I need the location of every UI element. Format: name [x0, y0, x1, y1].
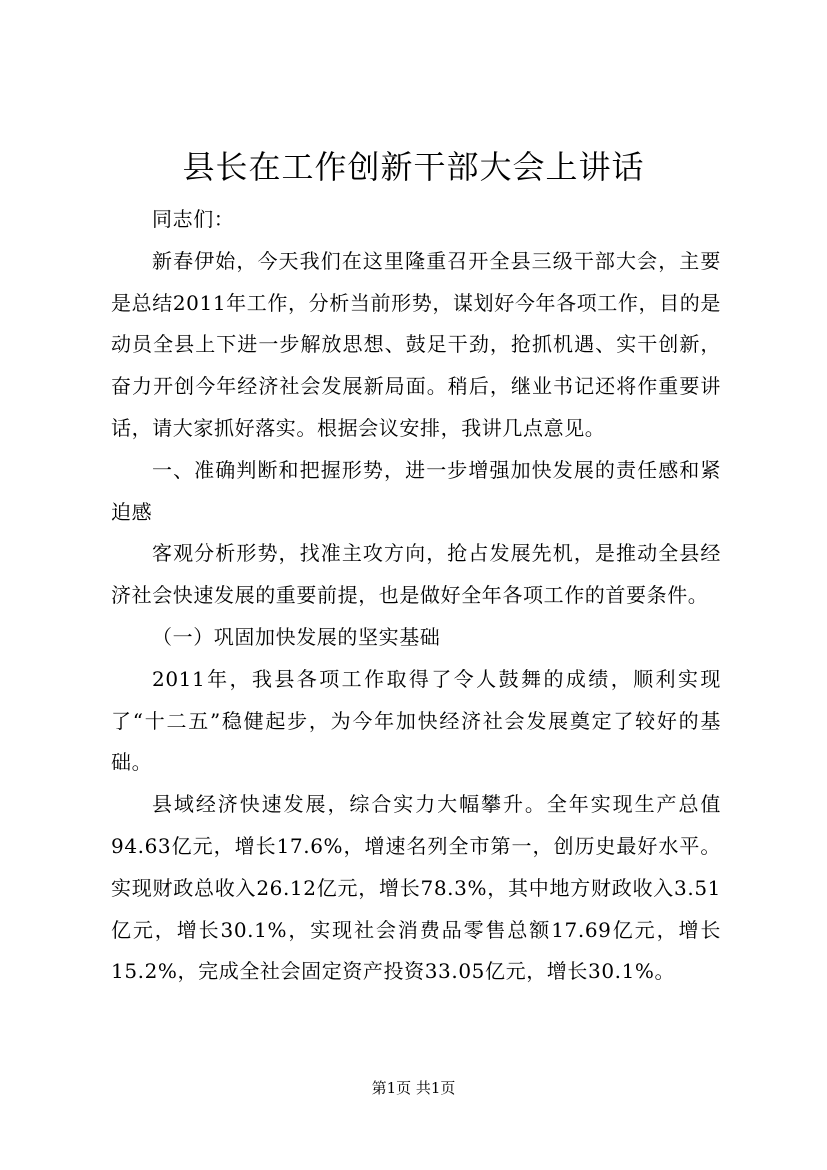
paragraph-economy: 县域经济快速发展，综合实力大幅攀升。全年实现生产总值94.63亿元，增长17.6%，增速名列全市第一，创历史最好水平。实现财政总收入26.12亿元，增长78.3%，其中地方财政收入3.51亿元，增长30.1%，实现社会消费品零售总额17.69亿元，增长15.2%，完成全社会固定资产投资33.05亿元，增长30.1%。 — [111, 792, 721, 984]
page-footer: 第1页 共1页 — [371, 1079, 456, 1097]
document-body — [111, 199, 721, 993]
paragraph-achievements: 2011年，我县各项工作取得了令人鼓舞的成绩，顺利实现了“十二五”稳健起步，为今年加快经济社会发展奠定了较好的基础。 — [111, 666, 721, 775]
paragraph-intro: 新春伊始，今天我们在这里隆重召开全县三级干部大会，主要是总结2011年工作，分析当前形势，谋划好今年各项工作，目的是动员全县上下进一步解放思想、鼓足干劲，抢抓机遇、实干创新，奋力开创今年经济社会发展新局面。稍后，继业书记还将作重要讲话，请大家抓好落实。根据会议安排，我讲几点意见。 — [111, 248, 721, 440]
paragraph-section-1: 客观分析形势，找准主攻方向，抢占发展先机，是推动全县经济社会快速发展的重要前提，也是做好全年各项工作的首要条件。 — [111, 541, 721, 608]
section-heading-1: 一、准确判断和把握形势，进一步增强加快发展的责任感和紧迫感 — [111, 457, 721, 524]
subsection-heading-1: （一）巩固加快发展的坚实基础 — [152, 624, 441, 649]
document-title: 县长在工作创新干部大会上讲话 — [182, 148, 645, 186]
salutation: 同志们： — [152, 207, 235, 231]
